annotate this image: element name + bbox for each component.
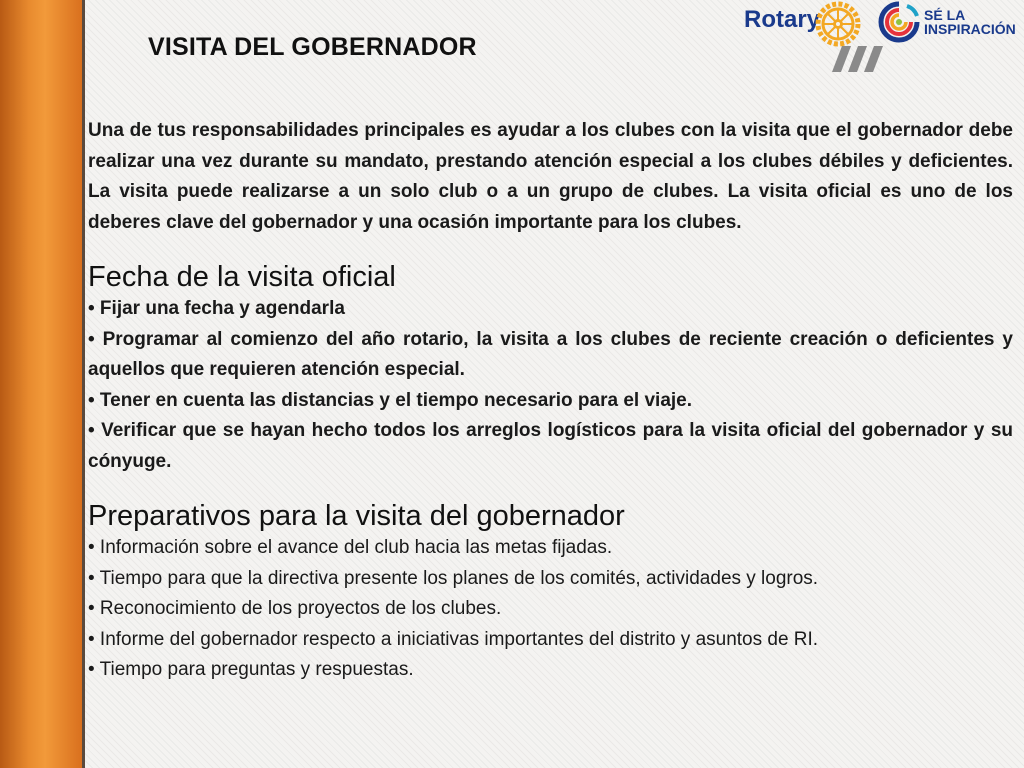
list-item: • Tiempo para preguntas y respuestas. bbox=[88, 659, 414, 680]
left-accent-bar bbox=[0, 0, 82, 768]
tagline-line-1: SÉ LA bbox=[924, 7, 966, 23]
list-item: • Tiempo para que la directiva presente los planes de los comités, actividades y logros. bbox=[88, 567, 819, 589]
left-accent-edge bbox=[82, 0, 85, 768]
section-heading-fecha: Fecha de la visita oficial bbox=[88, 261, 396, 293]
section-heading-preparativos: Preparativos para la visita del gobernador bbox=[88, 500, 625, 532]
slide-content bbox=[88, 116, 1013, 686]
list-item: • Información sobre el avance del club hacia las metas fijadas. bbox=[88, 537, 613, 558]
preparativos-list bbox=[88, 533, 1013, 686]
list-item: • Informe del gobernador respecto a iniciativas importantes del distrito y asuntos de RI. bbox=[88, 628, 819, 650]
list-item: • Reconocimiento de los proyectos de los clubes. bbox=[88, 598, 502, 619]
inspiration-tagline bbox=[924, 8, 1016, 36]
list-item: • Programar al comienzo del año rotario, la visita a los clubes de reciente creación o deficientes y aquellos que requieren atención especial. bbox=[88, 328, 1013, 380]
header-logos bbox=[714, 0, 1014, 80]
rotary-wordmark: Rotary bbox=[744, 6, 821, 33]
fecha-list bbox=[88, 294, 1013, 477]
list-item: • Tener en cuenta las distancias y el tiempo necesario para el viaje. bbox=[88, 389, 693, 411]
tagline-line-2: INSPIRACIÓN bbox=[924, 21, 1016, 37]
list-item: • Fijar una fecha y agendarla bbox=[88, 298, 345, 319]
page-title: VISITA DEL GOBERNADOR bbox=[148, 33, 477, 61]
decorative-stripes bbox=[832, 46, 892, 72]
intro-paragraph: Una de tus responsabilidades principales es ayudar a los clubes con la visita que el gobernador debe realizar una vez durante su mandato, prestando atención especial a los clubes débiles y deficientes. La visita puede realizarse a un solo club o a un grupo de clubes. La visita oficial es uno de los deberes clave del gobernador y una ocasión importante para los clubes. bbox=[88, 120, 1013, 233]
list-item: • Verificar que se hayan hecho todos los arreglos logísticos para la visita oficial del gobernador y su cónyuge. bbox=[88, 420, 1013, 472]
rotary-wheel-icon bbox=[814, 0, 862, 48]
inspiration-logo-icon bbox=[877, 0, 921, 44]
